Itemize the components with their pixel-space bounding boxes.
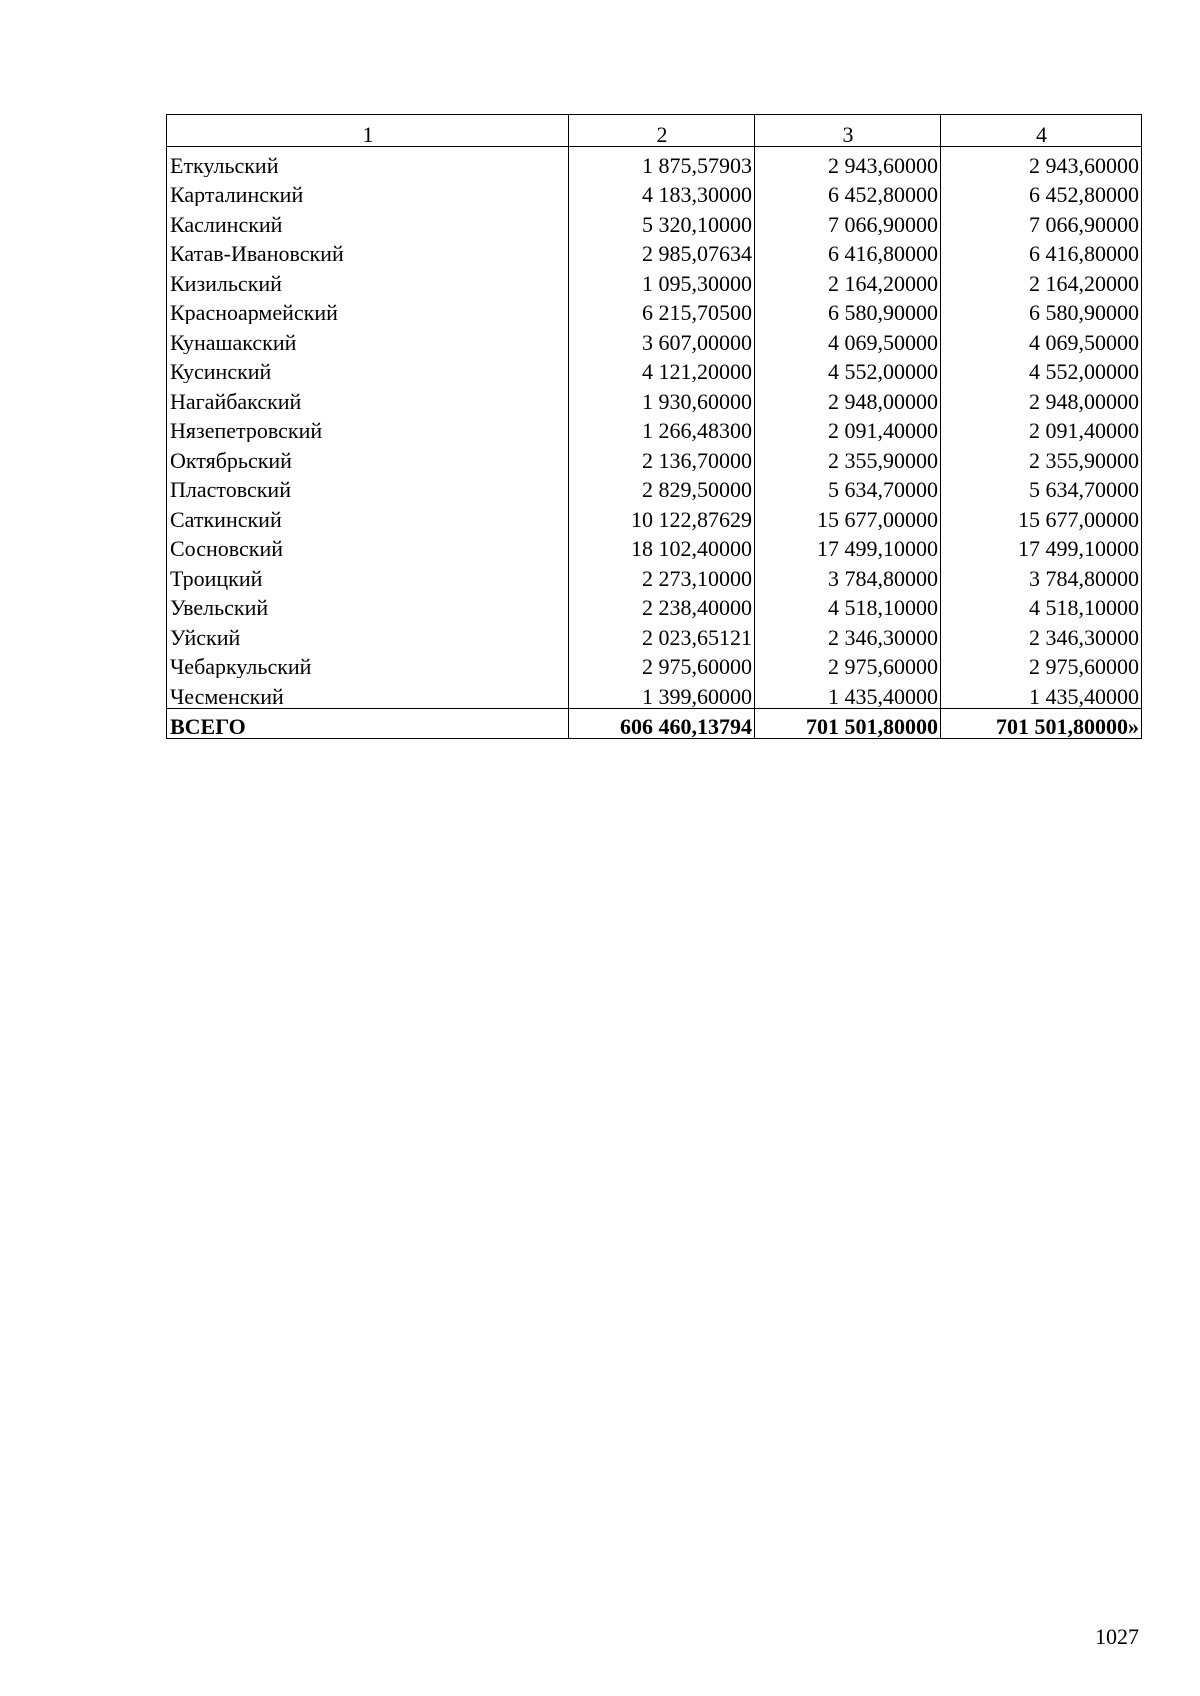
total-label: ВСЕГО [167,708,569,739]
district-name: Кусинский [167,354,569,384]
value-col-2: 4 183,30000 [569,177,755,207]
total-row [167,708,1142,739]
value-col-3: 2 091,40000 [755,413,941,443]
district-name: Кунашакский [167,324,569,354]
value-col-4: 2 346,30000 [941,619,1142,649]
header-row [167,115,1142,147]
table-row [167,649,1142,679]
header-cell-1: 1 [167,115,569,147]
table-header [167,115,1142,147]
value-col-4: 7 066,90000 [941,206,1142,236]
district-name: Нязепетровский [167,413,569,443]
district-name: Увельский [167,590,569,620]
district-name: Чебаркульский [167,649,569,679]
value-col-2: 1 399,60000 [569,678,755,708]
table-row [167,472,1142,502]
district-name: Октябрьский [167,442,569,472]
value-col-2: 4 121,20000 [569,354,755,384]
value-col-3: 15 677,00000 [755,501,941,531]
value-col-2: 6 215,70500 [569,295,755,325]
table-row [167,531,1142,561]
district-name: Карталинский [167,177,569,207]
table-row [167,619,1142,649]
value-col-3: 2 164,20000 [755,265,941,295]
district-name: Катав-Ивановский [167,236,569,266]
table-row [167,236,1142,266]
total-col-4: 701 501,80000» [941,708,1142,739]
value-col-3: 2 355,90000 [755,442,941,472]
value-col-3: 6 416,80000 [755,236,941,266]
header-cell-4: 4 [941,115,1142,147]
header-cell-3: 3 [755,115,941,147]
value-col-4: 6 416,80000 [941,236,1142,266]
value-col-2: 1 930,60000 [569,383,755,413]
value-col-2: 2 238,40000 [569,590,755,620]
district-name: Еткульский [167,147,569,177]
value-col-2: 1 095,30000 [569,265,755,295]
value-col-2: 2 136,70000 [569,442,755,472]
value-col-3: 6 452,80000 [755,177,941,207]
value-col-3: 3 784,80000 [755,560,941,590]
table-row [167,147,1142,177]
table-row [167,442,1142,472]
value-col-2: 18 102,40000 [569,531,755,561]
district-name: Саткинский [167,501,569,531]
district-name: Троицкий [167,560,569,590]
value-col-2: 3 607,00000 [569,324,755,354]
value-col-3: 2 948,00000 [755,383,941,413]
value-col-2: 2 829,50000 [569,472,755,502]
table-row [167,501,1142,531]
value-col-3: 4 069,50000 [755,324,941,354]
value-col-4: 5 634,70000 [941,472,1142,502]
value-col-4: 2 091,40000 [941,413,1142,443]
district-name: Уйский [167,619,569,649]
table-row [167,413,1142,443]
value-col-3: 6 580,90000 [755,295,941,325]
table-row [167,590,1142,620]
value-col-2: 5 320,10000 [569,206,755,236]
value-col-4: 15 677,00000 [941,501,1142,531]
value-col-3: 5 634,70000 [755,472,941,502]
table-row [167,324,1142,354]
value-col-2: 2 975,60000 [569,649,755,679]
value-col-4: 3 784,80000 [941,560,1142,590]
value-col-3: 17 499,10000 [755,531,941,561]
value-col-3: 7 066,90000 [755,206,941,236]
value-col-4: 2 164,20000 [941,265,1142,295]
value-col-4: 17 499,10000 [941,531,1142,561]
value-col-3: 4 518,10000 [755,590,941,620]
district-name: Пластовский [167,472,569,502]
value-col-4: 6 452,80000 [941,177,1142,207]
value-col-4: 2 975,60000 [941,649,1142,679]
table-row [167,295,1142,325]
value-col-4: 2 948,00000 [941,383,1142,413]
value-col-3: 2 943,60000 [755,147,941,177]
table-row [167,265,1142,295]
value-col-3: 2 346,30000 [755,619,941,649]
value-col-2: 2 985,07634 [569,236,755,266]
table-body [167,147,1142,739]
district-name: Сосновский [167,531,569,561]
value-col-4: 4 518,10000 [941,590,1142,620]
value-col-4: 4 069,50000 [941,324,1142,354]
district-name: Красноармейский [167,295,569,325]
total-col-3: 701 501,80000 [755,708,941,739]
value-col-2: 1 266,48300 [569,413,755,443]
budget-table [166,114,1142,739]
page-number: 1027 [1095,1624,1139,1649]
table-row [167,206,1142,236]
value-col-4: 4 552,00000 [941,354,1142,384]
value-col-2: 10 122,87629 [569,501,755,531]
value-col-4: 1 435,40000 [941,678,1142,708]
value-col-2: 2 273,10000 [569,560,755,590]
district-name: Чесменский [167,678,569,708]
table-row [167,678,1142,708]
value-col-4: 6 580,90000 [941,295,1142,325]
value-col-4: 2 355,90000 [941,442,1142,472]
value-col-3: 4 552,00000 [755,354,941,384]
header-cell-2: 2 [569,115,755,147]
value-col-3: 1 435,40000 [755,678,941,708]
district-name: Нагайбакский [167,383,569,413]
table-row [167,177,1142,207]
value-col-3: 2 975,60000 [755,649,941,679]
value-col-2: 2 023,65121 [569,619,755,649]
table-row [167,383,1142,413]
district-name: Каслинский [167,206,569,236]
table-row [167,354,1142,384]
value-col-4: 2 943,60000 [941,147,1142,177]
value-col-2: 1 875,57903 [569,147,755,177]
table-row [167,560,1142,590]
district-name: Кизильский [167,265,569,295]
total-col-2: 606 460,13794 [569,708,755,739]
